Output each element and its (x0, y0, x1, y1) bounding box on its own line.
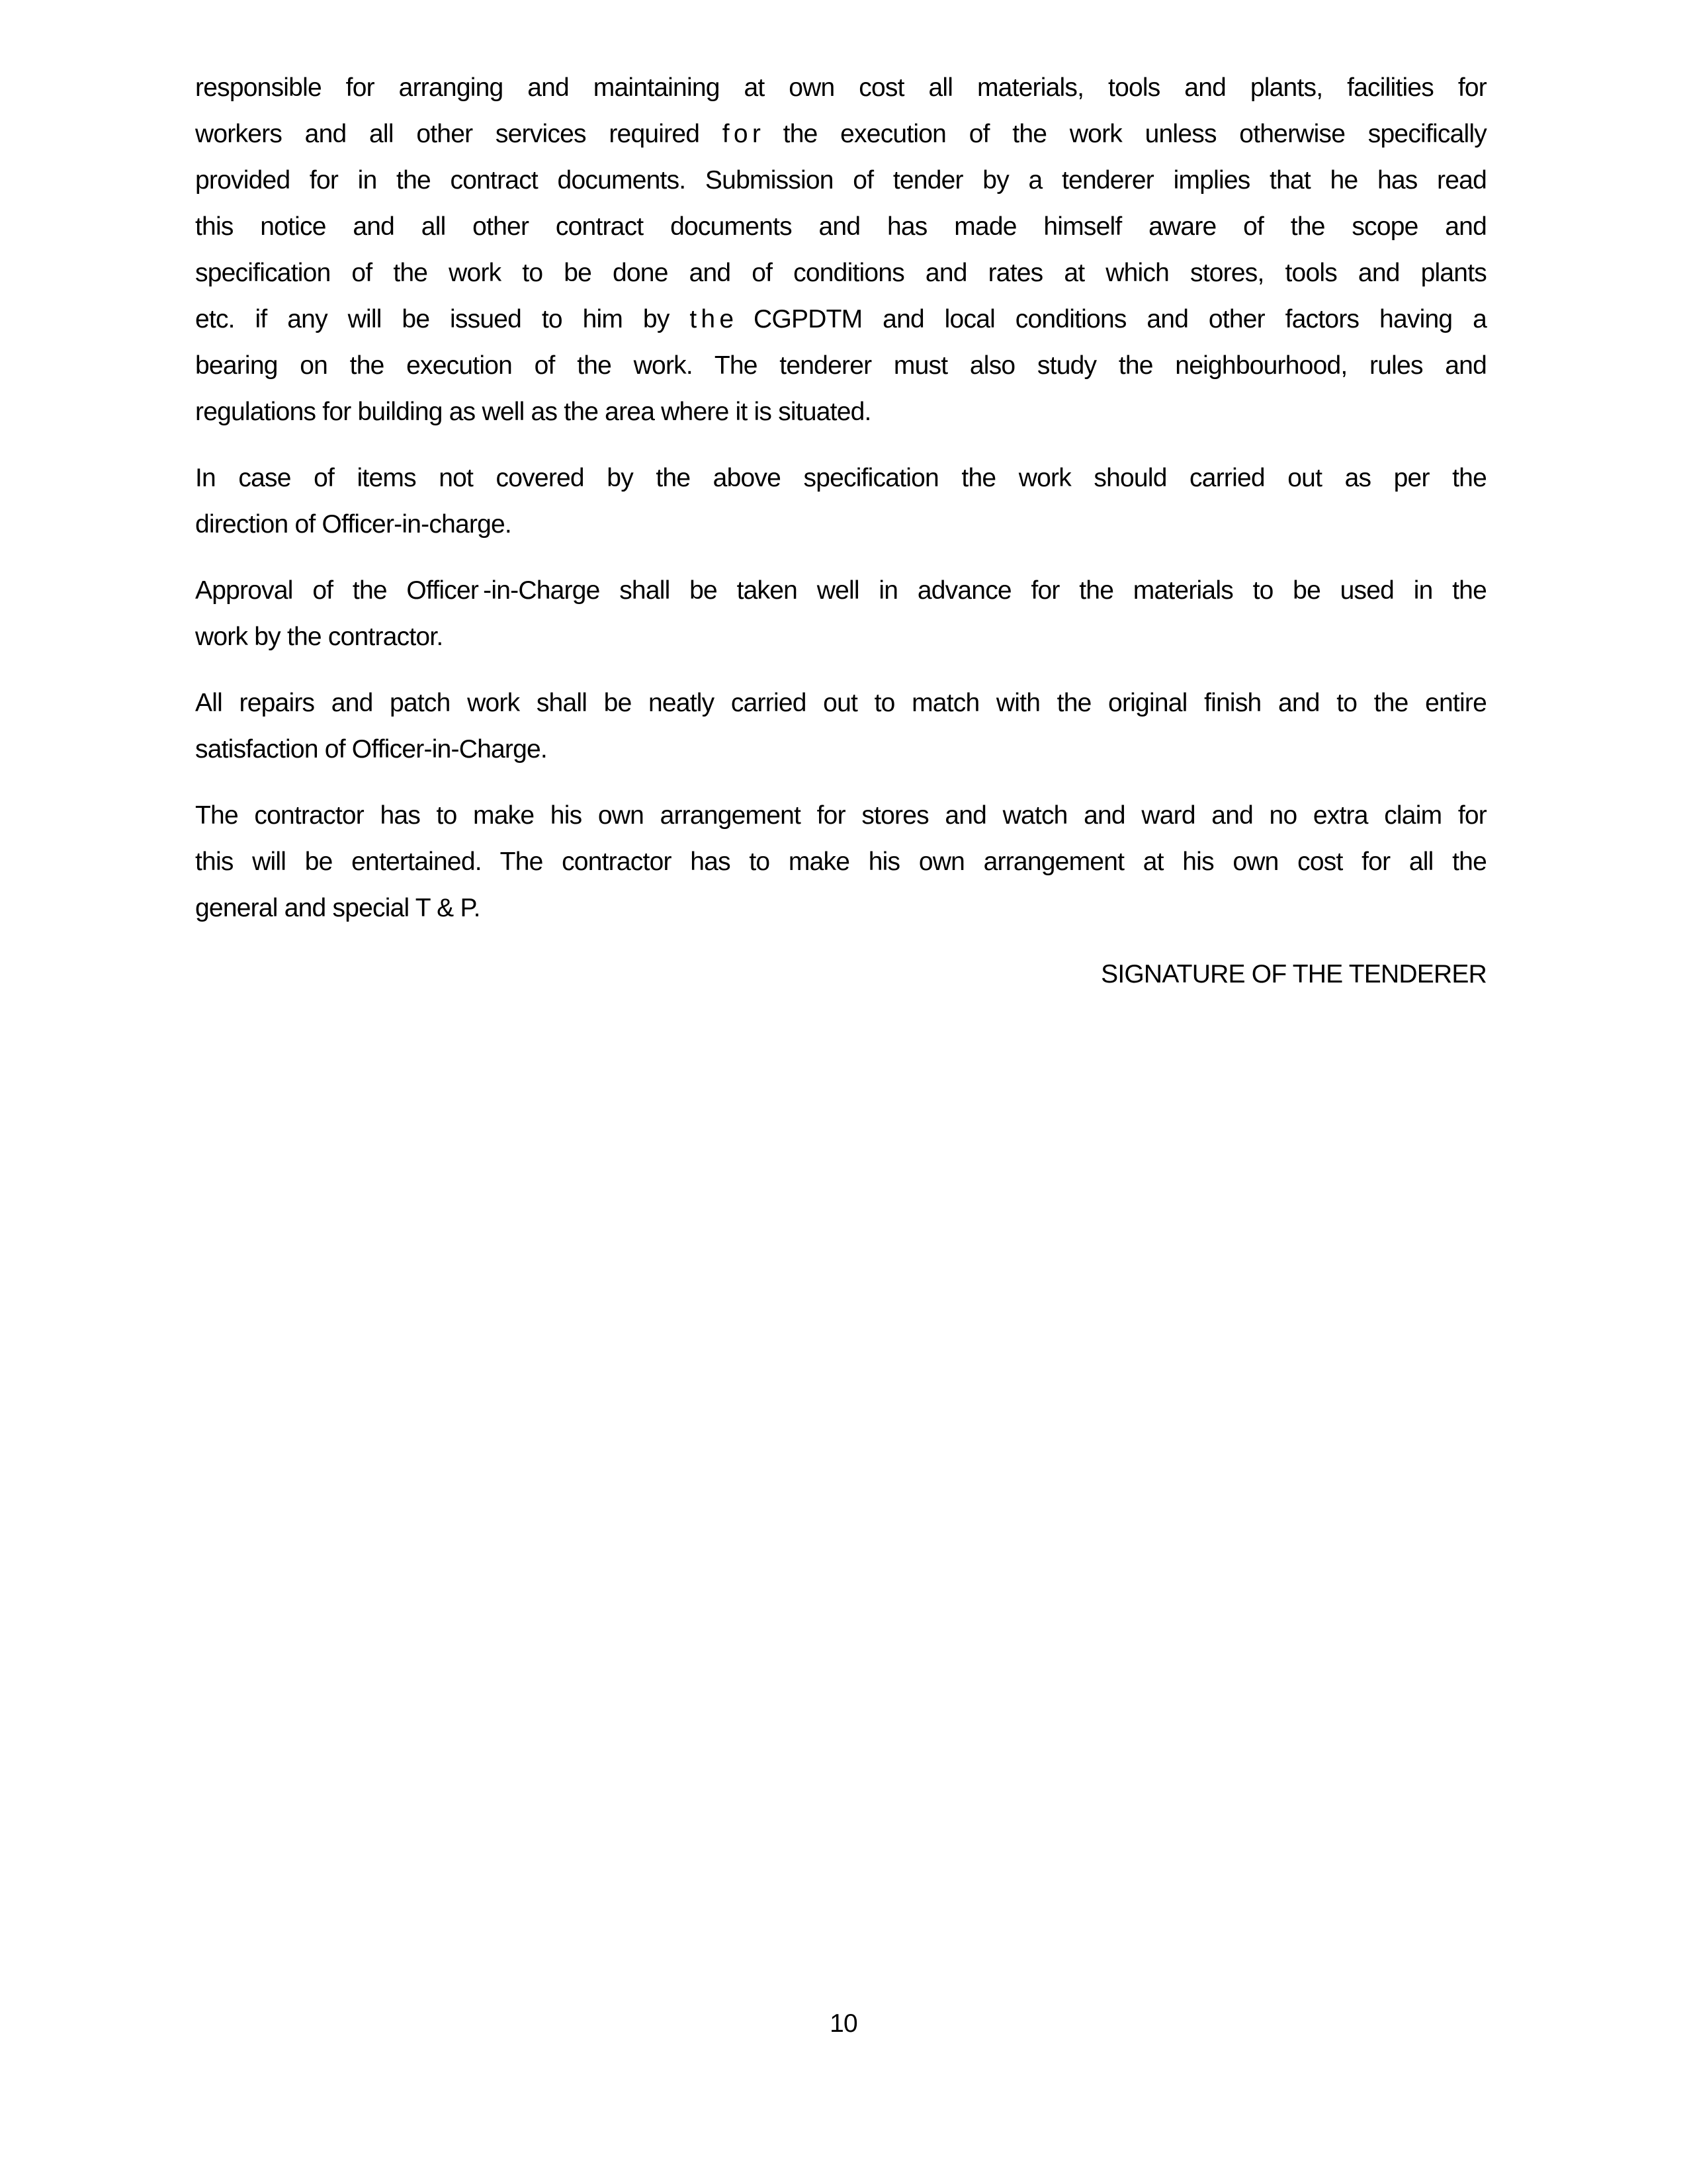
paragraph-line: responsible for arranging and maintaining at own cost all materials, tools and plants, facilities for (195, 73, 1487, 102)
paragraph-line: satisfaction of Officer-in-Charge. (195, 735, 547, 764)
paragraph-line: In case of items not covered by the above specification the work should carried out as per the (195, 464, 1487, 492)
paragraph-line: this will be entertained. The contractor has to make his own arrangement at his own cost for all the (195, 848, 1487, 876)
paragraph-line: The contractor has to make his own arrangement for stores and watch and ward and no extra claim for (195, 801, 1487, 830)
paragraph-line: bearing on the execution of the work. The tenderer must also study the neighbourhood, rules and (195, 351, 1487, 380)
paragraph-line: regulations for building as well as the area where it is situated. (195, 398, 871, 426)
paragraph-responsibilities (195, 65, 1487, 435)
paragraph-line: direction of Officer-in-charge. (195, 510, 511, 539)
paragraph-items-not-covered (195, 455, 1487, 548)
signature-line: SIGNATURE OF THE TENDERER (1101, 960, 1487, 988)
paragraph-line: etc. if any will be issued to him by t h e CGPDTM and local conditions and other factors having a (195, 305, 1487, 333)
paragraph-line: provided for in the contract documents. Submission of tender by a tenderer implies that he has read (195, 166, 1487, 195)
paragraph-contractor-arrangements (195, 793, 1487, 932)
paragraph-line: work by the contractor. (195, 623, 443, 651)
page-number: 10 (830, 2009, 857, 2038)
paragraph-line: general and special T & P. (195, 894, 480, 922)
paragraph-line: specification of the work to be done and of conditions and rates at which stores, tools and plants (195, 259, 1487, 287)
paragraph-approval-of-materials (195, 568, 1487, 660)
paragraph-line: this notice and all other contract documents and has made himself aware of the scope and (195, 212, 1487, 241)
paragraph-repairs-patch-work (195, 680, 1487, 773)
paragraph-line: Approval of the Officer -in-Charge shall be taken well in advance for the materials to be used in the (195, 576, 1487, 605)
page-body (195, 65, 1487, 998)
paragraph-line: workers and all other services required f o r the execution of the work unless otherwise specifically (195, 120, 1487, 148)
paragraph-line: All repairs and patch work shall be neatly carried out to match with the original finish and to the entire (195, 689, 1487, 717)
